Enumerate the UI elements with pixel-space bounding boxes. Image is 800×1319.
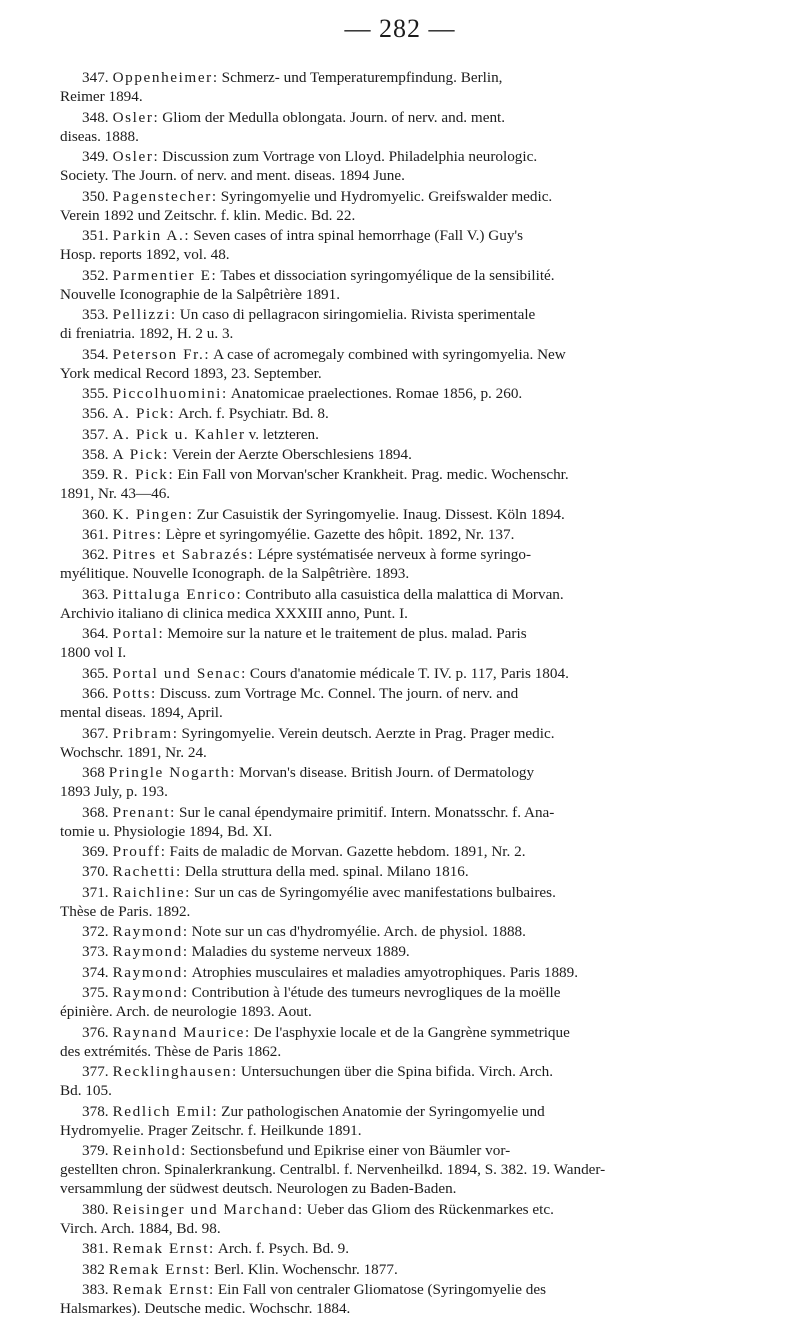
reference-entry bbox=[60, 404, 758, 423]
reference-entry bbox=[60, 1239, 758, 1258]
reference-text: Sur le canal épendymaire primitif. Intern. Monatsschr. f. Ana- tomie u. Physiologie 1894, Bd. XI. bbox=[60, 803, 555, 840]
reference-author: A Pick: bbox=[112, 445, 169, 463]
reference-author: Parmentier E: bbox=[112, 266, 218, 284]
reference-author: Reisinger und Marchand: bbox=[112, 1200, 304, 1218]
reference-author: Rachetti: bbox=[112, 863, 182, 881]
reference-text: Atrophies musculaires et maladies amyotrophiques. Paris 1889. bbox=[191, 963, 579, 981]
reference-entry bbox=[60, 963, 758, 982]
reference-entry bbox=[60, 1141, 758, 1199]
reference-author: Raymond: bbox=[112, 963, 189, 981]
reference-number: 367. bbox=[82, 724, 109, 742]
reference-text: Discuss. zum Vortrage Mc. Connel. The journ. of nerv. and mental diseas. 1894, April. bbox=[60, 685, 519, 722]
reference-number: 377. bbox=[82, 1063, 109, 1081]
reference-text: Syringomyelie und Hydromyelic. Greifswalder medic. Verein 1892 und Zeitschr. f. klin. Medic. Bd. 22. bbox=[60, 187, 553, 224]
reference-number: 381. bbox=[82, 1240, 109, 1258]
reference-text: Faits de maladic de Morvan. Gazette hebdom. 1891, Nr. 2. bbox=[169, 843, 526, 861]
reference-entry bbox=[60, 266, 758, 304]
reference-author: Peterson Fr.: bbox=[112, 345, 211, 363]
reference-author: Raynand Maurice: bbox=[112, 1023, 251, 1041]
reference-entry bbox=[60, 684, 758, 722]
reference-author: K. Pingen: bbox=[112, 505, 194, 523]
reference-text: Lèpre et syringomyélie. Gazette des hôpit. 1892, Nr. 137. bbox=[165, 525, 515, 543]
reference-text: Berl. Klin. Wochenschr. 1877. bbox=[214, 1260, 398, 1278]
reference-number: 374. bbox=[82, 963, 109, 981]
reference-number: 361. bbox=[82, 525, 109, 543]
reference-number: 379. bbox=[82, 1142, 109, 1160]
reference-author: Portal und Senac: bbox=[112, 664, 247, 682]
reference-text: Schmerz- und Temperaturempfindung. Berlin, Reimer 1894. bbox=[60, 69, 503, 106]
reference-author: Raymond: bbox=[112, 943, 189, 961]
reference-number: 348. bbox=[82, 108, 109, 126]
reference-number: 373. bbox=[82, 943, 109, 961]
reference-entry bbox=[60, 763, 758, 801]
reference-number: 356. bbox=[82, 405, 109, 423]
reference-author: Portal: bbox=[112, 625, 165, 643]
reference-entry bbox=[60, 305, 758, 343]
reference-text: Gliom der Medulla oblongata. Journ. of nerv. and. ment. diseas. 1888. bbox=[60, 108, 506, 145]
reference-number: 352. bbox=[82, 266, 109, 284]
reference-entry bbox=[60, 585, 758, 623]
reference-text: Contribution à l'étude des tumeurs nevrogliques de la moëlle épinière. Arch. de neurologie 1893. Aout. bbox=[60, 984, 561, 1021]
reference-author: Raymond: bbox=[112, 984, 189, 1002]
reference-entry bbox=[60, 525, 758, 544]
reference-number: 382 bbox=[82, 1260, 105, 1278]
reference-text: Arch. f. Psychiatr. Bd. 8. bbox=[178, 405, 329, 423]
reference-entry bbox=[60, 345, 758, 383]
reference-text: Syringomyelie. Verein deutsch. Aerzte in Prag. Prager medic. Wochschr. 1891, Nr. 24. bbox=[60, 724, 555, 761]
reference-author: Pagenstecher: bbox=[112, 187, 218, 205]
reference-author: Remak Ernst: bbox=[112, 1240, 215, 1258]
reference-author: Osler: bbox=[112, 108, 160, 126]
reference-entry bbox=[60, 384, 758, 403]
reference-entry bbox=[60, 1023, 758, 1061]
reference-entry bbox=[60, 445, 758, 464]
reference-author: Recklinghausen: bbox=[112, 1063, 238, 1081]
reference-entry bbox=[60, 862, 758, 881]
reference-number: 380. bbox=[82, 1200, 109, 1218]
reference-number: 370. bbox=[82, 863, 109, 881]
reference-text: Cours d'anatomie médicale T. IV. p. 117, Paris 1804. bbox=[249, 664, 569, 682]
reference-entry bbox=[60, 942, 758, 961]
reference-entry bbox=[60, 983, 758, 1021]
reference-number: 358. bbox=[82, 445, 109, 463]
reference-entry bbox=[60, 147, 758, 185]
reference-entry bbox=[60, 465, 758, 503]
reference-text: Arch. f. Psych. Bd. 9. bbox=[217, 1240, 350, 1258]
reference-entry bbox=[60, 1260, 758, 1279]
reference-author: Parkin A.: bbox=[112, 227, 191, 244]
reference-number: 357. bbox=[82, 425, 109, 443]
reference-text: De l'asphyxie locale et de la Gangrène symmetrique des extrémités. Thèse de Paris 1862. bbox=[60, 1023, 570, 1060]
reference-author: Remak Ernst: bbox=[112, 1280, 215, 1298]
reference-number: 351. bbox=[82, 227, 109, 244]
reference-number: 371. bbox=[82, 883, 109, 901]
reference-text: Zur Casuistik der Syringomyelie. Inaug. Dissest. Köln 1894. bbox=[196, 505, 565, 523]
reference-number: 359. bbox=[82, 466, 109, 484]
reference-number: 347. bbox=[82, 69, 109, 86]
reference-number: 349. bbox=[82, 148, 109, 165]
reference-number: 366. bbox=[82, 685, 109, 703]
reference-text: Sur un cas de Syringomyélie avec manifestations bulbaires. Thèse de Paris. 1892. bbox=[60, 883, 556, 920]
reference-author: Pribram: bbox=[112, 724, 179, 742]
reference-entry bbox=[60, 664, 758, 683]
reference-author: Pitres: bbox=[112, 525, 163, 543]
reference-number: 375. bbox=[82, 984, 109, 1002]
reference-author: Remak Ernst: bbox=[108, 1260, 212, 1278]
reference-entry bbox=[60, 545, 758, 583]
reference-number: 360. bbox=[82, 505, 109, 523]
reference-entry bbox=[60, 1280, 758, 1318]
reference-text: Note sur un cas d'hydromyélie. Arch. de physiol. 1888. bbox=[191, 923, 526, 941]
reference-number: 354. bbox=[82, 345, 109, 363]
reference-text: v. letzteren. bbox=[248, 425, 319, 443]
reference-entry bbox=[60, 68, 758, 106]
reference-text: Verein der Aerzte Oberschlesiens 1894. bbox=[171, 445, 412, 463]
reference-number: 368 bbox=[82, 764, 105, 782]
reference-number: 368. bbox=[82, 803, 109, 821]
reference-author: A. Pick: bbox=[112, 405, 176, 423]
reference-text: Untersuchungen über die Spina bifida. Virch. Arch. Bd. 105. bbox=[60, 1063, 553, 1100]
reference-entry bbox=[60, 624, 758, 662]
reference-text: Contributo alla casuistica della malattica di Morvan. Archivio italiano di clinica medica XXXIII anno, Punt. I. bbox=[60, 585, 564, 622]
reference-text: Un caso di pellagracon siringomielia. Rivista sperimentale di freniatria. 1892, H. 2 u. 3. bbox=[60, 306, 536, 343]
page-number: — 282 — bbox=[344, 14, 456, 43]
reference-number: 383. bbox=[82, 1280, 109, 1298]
reference-text: Discussion zum Vortrage von Lloyd. Philadelphia neurologic. Society. The Journ. of nerv. and ment. diseas. 1894 June. bbox=[60, 148, 538, 185]
reference-entry bbox=[60, 226, 758, 264]
reference-author: Oppenheimer: bbox=[112, 69, 219, 86]
reference-text: Ueber das Gliom des Rückenmarkes etc. Virch. Arch. 1884, Bd. 98. bbox=[60, 1200, 554, 1237]
reference-number: 362. bbox=[82, 546, 109, 564]
reference-entry bbox=[60, 425, 758, 444]
reference-author: Redlich Emil: bbox=[112, 1102, 219, 1120]
reference-number: 372. bbox=[82, 923, 109, 941]
reference-entry bbox=[60, 505, 758, 524]
reference-text: Maladies du systeme nerveux 1889. bbox=[191, 943, 410, 961]
reference-number: 355. bbox=[82, 385, 109, 402]
reference-entry bbox=[60, 108, 758, 146]
reference-text: Tabes et dissociation syringomyélique de la sensibilité. Nouvelle Iconographie de la Salpêtrière 1891. bbox=[60, 266, 555, 303]
reference-number: 364. bbox=[82, 625, 109, 643]
reference-number: 353. bbox=[82, 306, 109, 323]
reference-number: 369. bbox=[82, 843, 109, 861]
reference-text: Morvan's disease. British Journ. of Dermatology 1893 July, p. 193. bbox=[60, 764, 535, 801]
reference-number: 350. bbox=[82, 187, 109, 205]
reference-entry bbox=[60, 1062, 758, 1100]
reference-entry bbox=[60, 803, 758, 841]
reference-entry bbox=[60, 842, 758, 861]
reference-entry bbox=[60, 922, 758, 941]
reference-text: Memoire sur la nature et le traitement de plus. malad. Paris 1800 vol I. bbox=[60, 625, 527, 662]
reference-author: R. Pick: bbox=[112, 466, 175, 484]
reference-author: Pittaluga Enrico: bbox=[112, 585, 243, 603]
reference-author: Raymond: bbox=[112, 923, 189, 941]
reference-number: 378. bbox=[82, 1102, 109, 1120]
reference-author: Osler: bbox=[112, 148, 160, 165]
reference-author: Pitres et Sabrazés: bbox=[112, 546, 255, 564]
reference-author: Prouff: bbox=[112, 843, 167, 861]
reference-list bbox=[60, 68, 758, 1319]
reference-author: Pellizzi: bbox=[112, 306, 177, 323]
reference-number: 363. bbox=[82, 585, 109, 603]
reference-entry bbox=[60, 1200, 758, 1238]
reference-entry bbox=[60, 883, 758, 921]
reference-text: Sectionsbefund und Epikrise einer von Bäumler vor- gestellten chron. Spinalerkrankung. Centralbl. f. Nervenheilkd. 1894, S. 382. 19. Wander- versammlung der südwest deutsch. Neurologen zu Baden-Baden. bbox=[60, 1142, 606, 1198]
reference-author: A. Pick u. Kahler bbox=[112, 425, 246, 443]
reference-author: Pringle Nogarth: bbox=[108, 764, 237, 782]
reference-author: Piccolhuomini: bbox=[112, 385, 228, 402]
reference-author: Prenant: bbox=[112, 803, 176, 821]
reference-entry bbox=[60, 187, 758, 225]
reference-author: Reinhold: bbox=[112, 1142, 187, 1160]
reference-entry bbox=[60, 724, 758, 762]
reference-author: Potts: bbox=[112, 685, 157, 703]
reference-entry bbox=[60, 1102, 758, 1140]
reference-text: Della struttura della med. spinal. Milano 1816. bbox=[184, 863, 469, 881]
reference-author: Raichline: bbox=[112, 883, 191, 901]
reference-text: Ein Fall von centraler Gliomatose (Syringomyelie des Halsmarkes). Deutsche medic. Wochschr. 1884. bbox=[60, 1280, 547, 1318]
reference-text: Ein Fall von Morvan'scher Krankheit. Prag. medic. Wochenschr. 1891, Nr. 43—46. bbox=[60, 466, 569, 503]
reference-number: 365. bbox=[82, 664, 109, 682]
reference-text: Zur pathologischen Anatomie der Syringomyelie und Hydromyelie. Prager Zeitschr. f. Heilkunde 1891. bbox=[60, 1102, 545, 1139]
reference-text: Seven cases of intra spinal hemorrhage (Fall V.) Guy's Hosp. reports 1892, vol. 48. bbox=[60, 227, 524, 264]
reference-text: Lépre systématisée nerveux à forme syringo- myélitique. Nouvelle Iconograph. de la Salpêtrière. 1893. bbox=[60, 546, 532, 583]
reference-text: A case of acromegaly combined with syringomyelia. New York medical Record 1893, 23. September. bbox=[60, 345, 566, 382]
reference-text: Anatomicae praelectiones. Romae 1856, p. 260. bbox=[230, 385, 523, 402]
reference-number: 376. bbox=[82, 1023, 109, 1041]
